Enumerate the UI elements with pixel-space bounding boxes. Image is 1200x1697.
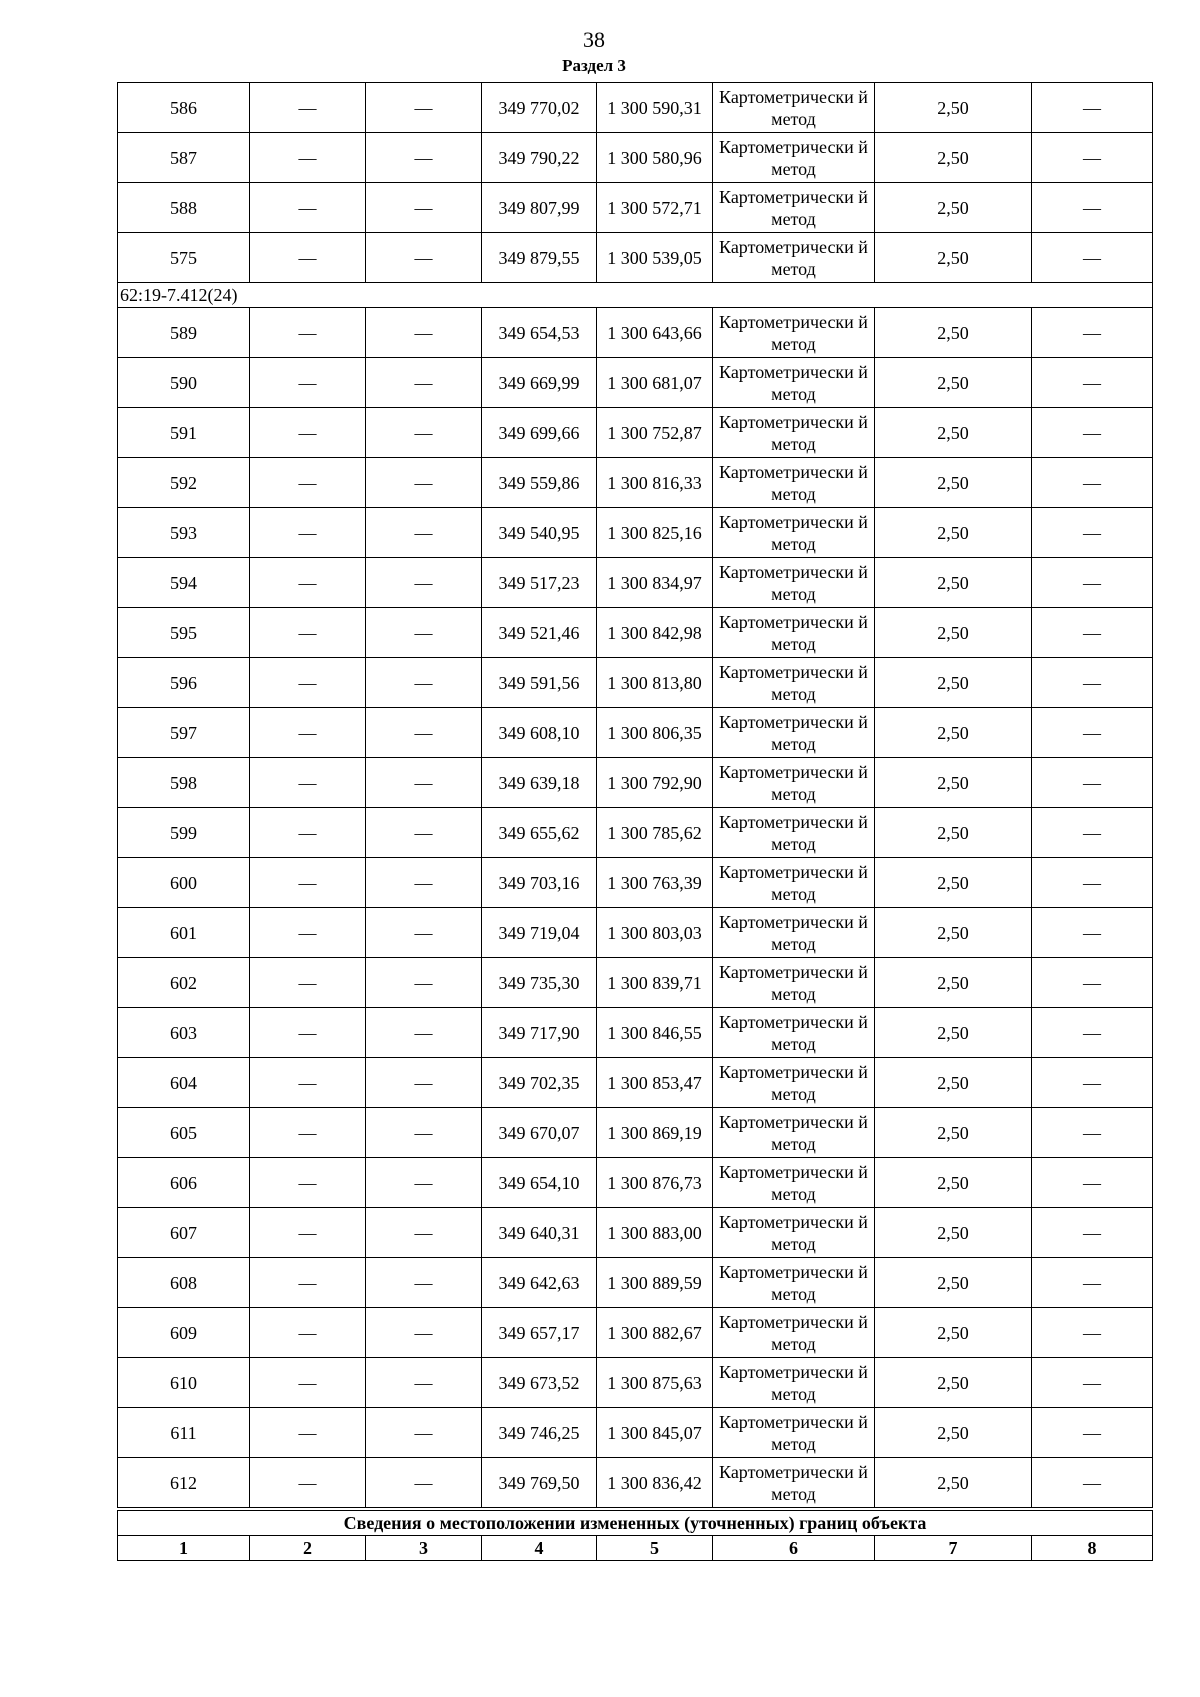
accuracy-cell: 2,50 <box>875 1108 1032 1158</box>
point-number-cell: 599 <box>118 808 250 858</box>
method-cell: Картометрически й метод <box>713 658 875 708</box>
table-row <box>118 558 1153 608</box>
method-cell: Картометрически й метод <box>713 758 875 808</box>
table-row <box>118 1258 1153 1308</box>
method-cell: Картометрически й метод <box>713 608 875 658</box>
accuracy-cell: 2,50 <box>875 508 1032 558</box>
table-row <box>118 83 1153 133</box>
coordinate-x-cell: 349 608,10 <box>482 708 597 758</box>
empty-value-cell: — <box>366 1358 482 1408</box>
coordinate-y-cell: 1 300 643,66 <box>597 308 713 358</box>
coordinate-y-cell: 1 300 792,90 <box>597 758 713 808</box>
empty-value-cell: — <box>366 508 482 558</box>
empty-value-cell: — <box>1032 1358 1153 1408</box>
empty-value-cell: — <box>1032 1308 1153 1358</box>
coordinate-y-cell: 1 300 590,31 <box>597 83 713 133</box>
point-number-cell: 607 <box>118 1208 250 1258</box>
table-row <box>118 308 1153 358</box>
empty-value-cell: — <box>1032 658 1153 708</box>
accuracy-cell: 2,50 <box>875 358 1032 408</box>
coordinate-y-cell: 1 300 846,55 <box>597 1008 713 1058</box>
point-number-cell: 595 <box>118 608 250 658</box>
coordinate-x-cell: 349 699,66 <box>482 408 597 458</box>
column-number: 6 <box>713 1536 875 1561</box>
table-body-section-a <box>118 83 1153 283</box>
empty-value-cell: — <box>250 408 366 458</box>
column-number: 2 <box>250 1536 366 1561</box>
coordinate-x-cell: 349 770,02 <box>482 83 597 133</box>
empty-value-cell: — <box>250 83 366 133</box>
point-number-cell: 591 <box>118 408 250 458</box>
point-number-cell: 611 <box>118 1408 250 1458</box>
table-row <box>118 608 1153 658</box>
point-number-cell: 586 <box>118 83 250 133</box>
empty-value-cell: — <box>250 908 366 958</box>
caption-cell: Сведения о местоположении измененных (уточненных) границ объекта <box>118 1509 1153 1536</box>
empty-value-cell: — <box>366 1408 482 1458</box>
empty-value-cell: — <box>366 758 482 808</box>
accuracy-cell: 2,50 <box>875 1308 1032 1358</box>
coordinate-y-cell: 1 300 763,39 <box>597 858 713 908</box>
method-cell: Картометрически й метод <box>713 1358 875 1408</box>
point-number-cell: 588 <box>118 183 250 233</box>
point-number-cell: 609 <box>118 1308 250 1358</box>
empty-value-cell: — <box>250 608 366 658</box>
table-row <box>118 358 1153 408</box>
table-row <box>118 658 1153 708</box>
empty-value-cell: — <box>250 858 366 908</box>
coordinate-x-cell: 349 657,17 <box>482 1308 597 1358</box>
accuracy-cell: 2,50 <box>875 758 1032 808</box>
empty-value-cell: — <box>1032 458 1153 508</box>
coordinate-x-cell: 349 639,18 <box>482 758 597 808</box>
point-number-cell: 605 <box>118 1108 250 1158</box>
method-cell: Картометрически й метод <box>713 1158 875 1208</box>
empty-value-cell: — <box>1032 308 1153 358</box>
point-number-cell: 608 <box>118 1258 250 1308</box>
empty-value-cell: — <box>1032 83 1153 133</box>
empty-value-cell: — <box>366 1458 482 1510</box>
point-number-cell: 602 <box>118 958 250 1008</box>
method-cell: Картометрически й метод <box>713 308 875 358</box>
empty-value-cell: — <box>250 808 366 858</box>
method-cell: Картометрически й метод <box>713 1408 875 1458</box>
method-cell: Картометрически й метод <box>713 808 875 858</box>
empty-value-cell: — <box>250 1208 366 1258</box>
accuracy-cell: 2,50 <box>875 233 1032 283</box>
coordinate-x-cell: 349 717,90 <box>482 1008 597 1058</box>
accuracy-cell: 2,50 <box>875 458 1032 508</box>
empty-value-cell: — <box>1032 558 1153 608</box>
method-cell: Картометрически й метод <box>713 958 875 1008</box>
coordinate-x-cell: 349 654,10 <box>482 1158 597 1208</box>
table-row <box>118 1308 1153 1358</box>
empty-value-cell: — <box>250 1258 366 1308</box>
empty-value-cell: — <box>366 183 482 233</box>
accuracy-cell: 2,50 <box>875 183 1032 233</box>
empty-value-cell: — <box>250 708 366 758</box>
coordinate-y-cell: 1 300 752,87 <box>597 408 713 458</box>
empty-value-cell: — <box>1032 408 1153 458</box>
empty-value-cell: — <box>1032 808 1153 858</box>
empty-value-cell: — <box>250 1008 366 1058</box>
empty-value-cell: — <box>1032 1408 1153 1458</box>
point-number-cell: 598 <box>118 758 250 808</box>
table-row <box>118 758 1153 808</box>
coordinate-y-cell: 1 300 876,73 <box>597 1158 713 1208</box>
empty-value-cell: — <box>366 1158 482 1208</box>
empty-value-cell: — <box>1032 1208 1153 1258</box>
accuracy-cell: 2,50 <box>875 858 1032 908</box>
coordinate-x-cell: 349 703,16 <box>482 858 597 908</box>
coordinate-x-cell: 349 673,52 <box>482 1358 597 1408</box>
point-number-cell: 590 <box>118 358 250 408</box>
column-numbers-row <box>118 1536 1153 1561</box>
method-cell: Картометрически й метод <box>713 1458 875 1510</box>
column-number: 7 <box>875 1536 1032 1561</box>
page-number: 38 <box>583 27 605 52</box>
empty-value-cell: — <box>1032 1008 1153 1058</box>
point-number-cell: 600 <box>118 858 250 908</box>
method-cell: Картометрически й метод <box>713 183 875 233</box>
table-row <box>118 1008 1153 1058</box>
point-number-cell: 604 <box>118 1058 250 1108</box>
empty-value-cell: — <box>250 1308 366 1358</box>
empty-value-cell: — <box>250 458 366 508</box>
point-number-cell: 610 <box>118 1358 250 1408</box>
coordinate-y-cell: 1 300 836,42 <box>597 1458 713 1510</box>
empty-value-cell: — <box>250 558 366 608</box>
empty-value-cell: — <box>366 908 482 958</box>
empty-value-cell: — <box>1032 133 1153 183</box>
empty-value-cell: — <box>366 1258 482 1308</box>
empty-value-cell: — <box>1032 958 1153 1008</box>
empty-value-cell: — <box>366 1008 482 1058</box>
accuracy-cell: 2,50 <box>875 133 1032 183</box>
coordinate-y-cell: 1 300 572,71 <box>597 183 713 233</box>
coordinate-y-cell: 1 300 889,59 <box>597 1258 713 1308</box>
table-row <box>118 1458 1153 1510</box>
coordinate-y-cell: 1 300 806,35 <box>597 708 713 758</box>
coordinate-y-cell: 1 300 842,98 <box>597 608 713 658</box>
coordinate-y-cell: 1 300 834,97 <box>597 558 713 608</box>
method-cell: Картометрически й метод <box>713 1258 875 1308</box>
empty-value-cell: — <box>250 1358 366 1408</box>
coordinate-x-cell: 349 719,04 <box>482 908 597 958</box>
accuracy-cell: 2,50 <box>875 1258 1032 1308</box>
column-number: 5 <box>597 1536 713 1561</box>
empty-value-cell: — <box>1032 233 1153 283</box>
empty-value-cell: — <box>250 1458 366 1510</box>
table-row <box>118 908 1153 958</box>
coordinate-x-cell: 349 655,62 <box>482 808 597 858</box>
accuracy-cell: 2,50 <box>875 808 1032 858</box>
coordinate-x-cell: 349 654,53 <box>482 308 597 358</box>
table-row <box>118 133 1153 183</box>
coordinate-y-cell: 1 300 882,67 <box>597 1308 713 1358</box>
empty-value-cell: — <box>366 83 482 133</box>
method-cell: Картометрически й метод <box>713 708 875 758</box>
coordinate-x-cell: 349 807,99 <box>482 183 597 233</box>
empty-value-cell: — <box>1032 1158 1153 1208</box>
coordinate-y-cell: 1 300 845,07 <box>597 1408 713 1458</box>
coordinates-table <box>117 82 1153 1561</box>
point-number-cell: 593 <box>118 508 250 558</box>
point-number-cell: 603 <box>118 1008 250 1058</box>
method-cell: Картометрически й метод <box>713 1208 875 1258</box>
empty-value-cell: — <box>366 358 482 408</box>
coordinate-x-cell: 349 640,31 <box>482 1208 597 1258</box>
table-row <box>118 508 1153 558</box>
point-number-cell: 587 <box>118 133 250 183</box>
empty-value-cell: — <box>250 958 366 1008</box>
table-row <box>118 1058 1153 1108</box>
accuracy-cell: 2,50 <box>875 708 1032 758</box>
empty-value-cell: — <box>366 1058 482 1108</box>
table-row <box>118 1358 1153 1408</box>
empty-value-cell: — <box>366 133 482 183</box>
empty-value-cell: — <box>250 758 366 808</box>
coordinate-y-cell: 1 300 580,96 <box>597 133 713 183</box>
empty-value-cell: — <box>1032 758 1153 808</box>
method-cell: Картометрически й метод <box>713 558 875 608</box>
empty-value-cell: — <box>1032 1108 1153 1158</box>
empty-value-cell: — <box>1032 1258 1153 1308</box>
coordinate-x-cell: 349 591,56 <box>482 658 597 708</box>
empty-value-cell: — <box>366 1308 482 1358</box>
table-row <box>118 1108 1153 1158</box>
table-row <box>118 233 1153 283</box>
table-row <box>118 708 1153 758</box>
method-cell: Картометрически й метод <box>713 1058 875 1108</box>
point-number-cell: 575 <box>118 233 250 283</box>
accuracy-cell: 2,50 <box>875 958 1032 1008</box>
empty-value-cell: — <box>366 608 482 658</box>
empty-value-cell: — <box>250 133 366 183</box>
coordinate-x-cell: 349 642,63 <box>482 1258 597 1308</box>
empty-value-cell: — <box>1032 708 1153 758</box>
empty-value-cell: — <box>1032 183 1153 233</box>
accuracy-cell: 2,50 <box>875 1158 1032 1208</box>
coordinate-y-cell: 1 300 813,80 <box>597 658 713 708</box>
coordinate-x-cell: 349 521,46 <box>482 608 597 658</box>
coordinate-y-cell: 1 300 803,03 <box>597 908 713 958</box>
accuracy-cell: 2,50 <box>875 908 1032 958</box>
table-row <box>118 408 1153 458</box>
empty-value-cell: — <box>366 408 482 458</box>
accuracy-cell: 2,50 <box>875 1408 1032 1458</box>
accuracy-cell: 2,50 <box>875 408 1032 458</box>
empty-value-cell: — <box>1032 608 1153 658</box>
caption-row <box>118 1509 1153 1536</box>
point-number-cell: 606 <box>118 1158 250 1208</box>
method-cell: Картометрически й метод <box>713 458 875 508</box>
coordinate-y-cell: 1 300 839,71 <box>597 958 713 1008</box>
method-cell: Картометрически й метод <box>713 1008 875 1058</box>
point-number-cell: 612 <box>118 1458 250 1510</box>
empty-value-cell: — <box>1032 1458 1153 1510</box>
coordinate-x-cell: 349 517,23 <box>482 558 597 608</box>
point-number-cell: 594 <box>118 558 250 608</box>
empty-value-cell: — <box>250 233 366 283</box>
point-number-cell: 597 <box>118 708 250 758</box>
empty-value-cell: — <box>366 558 482 608</box>
method-cell: Картометрически й метод <box>713 83 875 133</box>
empty-value-cell: — <box>250 308 366 358</box>
column-number: 1 <box>118 1536 250 1561</box>
table-row <box>118 1208 1153 1258</box>
coordinate-x-cell: 349 790,22 <box>482 133 597 183</box>
table-row <box>118 1158 1153 1208</box>
group-header <box>118 283 1153 308</box>
empty-value-cell: — <box>366 308 482 358</box>
empty-value-cell: — <box>1032 1058 1153 1108</box>
method-cell: Картометрически й метод <box>713 508 875 558</box>
method-cell: Картометрически й метод <box>713 858 875 908</box>
coordinate-x-cell: 349 879,55 <box>482 233 597 283</box>
table-row <box>118 858 1153 908</box>
empty-value-cell: — <box>366 233 482 283</box>
empty-value-cell: — <box>1032 858 1153 908</box>
section-title: Раздел 3 <box>562 56 626 75</box>
method-cell: Картометрически й метод <box>713 233 875 283</box>
empty-value-cell: — <box>366 1108 482 1158</box>
coordinate-x-cell: 349 735,30 <box>482 958 597 1008</box>
accuracy-cell: 2,50 <box>875 1358 1032 1408</box>
coordinate-y-cell: 1 300 875,63 <box>597 1358 713 1408</box>
empty-value-cell: — <box>250 358 366 408</box>
empty-value-cell: — <box>1032 508 1153 558</box>
empty-value-cell: — <box>250 1058 366 1108</box>
accuracy-cell: 2,50 <box>875 558 1032 608</box>
empty-value-cell: — <box>250 183 366 233</box>
table-body-section-b <box>118 308 1153 1510</box>
coordinate-y-cell: 1 300 785,62 <box>597 808 713 858</box>
accuracy-cell: 2,50 <box>875 658 1032 708</box>
accuracy-cell: 2,50 <box>875 608 1032 658</box>
empty-value-cell: — <box>250 508 366 558</box>
empty-value-cell: — <box>1032 908 1153 958</box>
accuracy-cell: 2,50 <box>875 1008 1032 1058</box>
empty-value-cell: — <box>250 1408 366 1458</box>
coordinate-y-cell: 1 300 539,05 <box>597 233 713 283</box>
column-number: 4 <box>482 1536 597 1561</box>
coordinate-y-cell: 1 300 825,16 <box>597 508 713 558</box>
coordinate-y-cell: 1 300 869,19 <box>597 1108 713 1158</box>
column-number: 3 <box>366 1536 482 1561</box>
point-number-cell: 592 <box>118 458 250 508</box>
point-number-cell: 589 <box>118 308 250 358</box>
empty-value-cell: — <box>250 658 366 708</box>
method-cell: Картометрически й метод <box>713 1108 875 1158</box>
method-cell: Картометрически й метод <box>713 1308 875 1358</box>
empty-value-cell: — <box>250 1108 366 1158</box>
coordinate-y-cell: 1 300 816,33 <box>597 458 713 508</box>
empty-value-cell: — <box>366 958 482 1008</box>
method-cell: Картометрически й метод <box>713 408 875 458</box>
column-number: 8 <box>1032 1536 1153 1561</box>
empty-value-cell: — <box>250 1158 366 1208</box>
table-row <box>118 458 1153 508</box>
coordinate-x-cell: 349 540,95 <box>482 508 597 558</box>
empty-value-cell: — <box>366 658 482 708</box>
group-row <box>118 283 1153 308</box>
coordinate-y-cell: 1 300 883,00 <box>597 1208 713 1258</box>
method-cell: Картометрически й метод <box>713 133 875 183</box>
empty-value-cell: — <box>366 458 482 508</box>
accuracy-cell: 2,50 <box>875 1058 1032 1108</box>
table-row <box>118 183 1153 233</box>
table-row <box>118 1408 1153 1458</box>
method-cell: Картометрически й метод <box>713 908 875 958</box>
coordinate-x-cell: 349 669,99 <box>482 358 597 408</box>
empty-value-cell: — <box>366 858 482 908</box>
accuracy-cell: 2,50 <box>875 1458 1032 1510</box>
accuracy-cell: 2,50 <box>875 1208 1032 1258</box>
point-number-cell: 601 <box>118 908 250 958</box>
coordinate-y-cell: 1 300 853,47 <box>597 1058 713 1108</box>
empty-value-cell: — <box>1032 358 1153 408</box>
table-footer <box>118 1509 1153 1561</box>
table-row <box>118 958 1153 1008</box>
accuracy-cell: 2,50 <box>875 308 1032 358</box>
empty-value-cell: — <box>366 708 482 758</box>
table-row <box>118 808 1153 858</box>
coordinate-x-cell: 349 769,50 <box>482 1458 597 1510</box>
method-cell: Картометрически й метод <box>713 358 875 408</box>
point-number-cell: 596 <box>118 658 250 708</box>
empty-value-cell: — <box>366 808 482 858</box>
coordinate-y-cell: 1 300 681,07 <box>597 358 713 408</box>
coordinate-x-cell: 349 559,86 <box>482 458 597 508</box>
coordinate-x-cell: 349 702,35 <box>482 1058 597 1108</box>
coordinate-x-cell: 349 670,07 <box>482 1108 597 1158</box>
empty-value-cell: — <box>366 1208 482 1258</box>
group-label: 62:19-7.412(24) <box>118 283 1153 308</box>
accuracy-cell: 2,50 <box>875 83 1032 133</box>
coordinate-x-cell: 349 746,25 <box>482 1408 597 1458</box>
